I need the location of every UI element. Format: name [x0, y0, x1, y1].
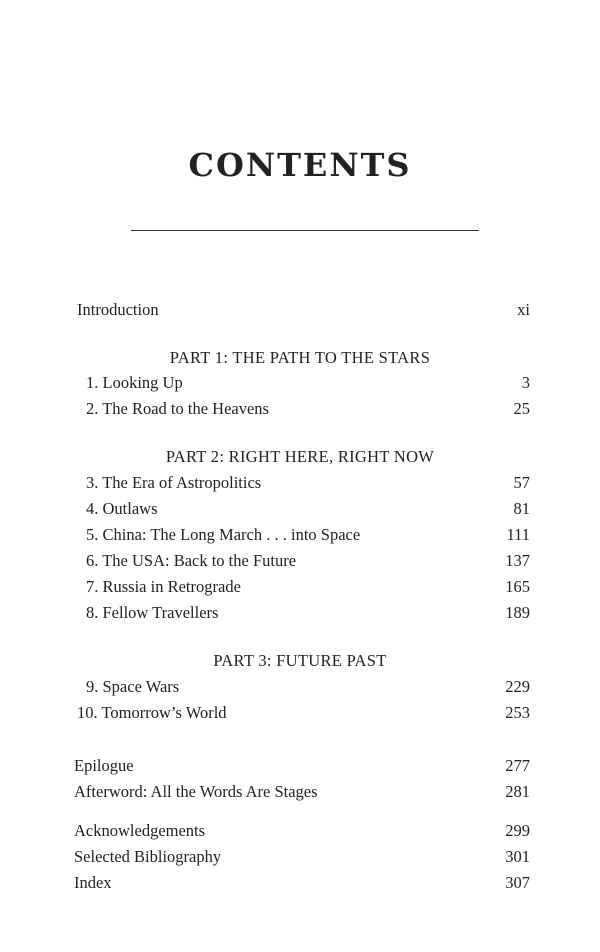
toc-entry-label: Introduction: [77, 300, 159, 319]
toc-entry-label: 4. Outlaws: [86, 499, 158, 518]
toc-entry-page: 299: [505, 821, 530, 840]
toc-entry[interactable]: [74, 820, 530, 842]
toc-entry-page: 277: [505, 756, 530, 775]
toc-entry-label: 6. The USA: Back to the Future: [86, 551, 297, 570]
toc-entry[interactable]: [86, 398, 530, 420]
title-rule: [131, 230, 479, 231]
toc-entry-page: 307: [505, 873, 530, 892]
toc-entry[interactable]: [86, 524, 530, 546]
part-heading: PART 1: THE PATH TO THE STARS: [169, 348, 431, 367]
toc-entry-page: 189: [505, 603, 530, 622]
toc-entry[interactable]: [86, 472, 530, 494]
toc-entry-label: Epilogue: [74, 756, 134, 775]
toc-entry-page: 253: [505, 703, 530, 722]
toc-entry[interactable]: [77, 702, 530, 724]
toc-entry[interactable]: [77, 299, 530, 321]
toc-entry-page: 111: [506, 525, 530, 544]
toc-entry-label: 9. Space Wars: [86, 677, 180, 696]
toc-entry-label: 7. Russia in Retrograde: [86, 577, 241, 596]
toc-entry[interactable]: [86, 576, 530, 598]
toc-entry-page: 57: [513, 473, 530, 492]
toc-entry-page: 81: [513, 499, 530, 518]
toc-entry-page: 25: [513, 399, 530, 418]
toc-entry-page: 301: [505, 847, 530, 866]
part-heading: PART 3: FUTURE PAST: [213, 651, 387, 670]
toc-entry-page: 229: [505, 677, 530, 696]
toc-entry[interactable]: [74, 781, 530, 803]
toc-entry[interactable]: [74, 755, 530, 777]
toc-entry-label: 8. Fellow Travellers: [86, 603, 219, 622]
toc-entry[interactable]: [86, 498, 530, 520]
toc-entry-page: 165: [505, 577, 530, 596]
toc-entry-label: 5. China: The Long March . . . into Space: [86, 525, 361, 544]
toc-entry[interactable]: [86, 550, 530, 572]
toc-entry[interactable]: [86, 602, 530, 624]
toc-entry-label: 3. The Era of Astropolitics: [86, 473, 262, 492]
toc-entry-page: 137: [505, 551, 530, 570]
toc-entry-label: 1. Looking Up: [86, 373, 183, 392]
toc-entry-label: Selected Bibliography: [74, 847, 222, 866]
toc-entry[interactable]: [86, 676, 530, 698]
page-title: CONTENTS: [188, 146, 412, 184]
toc-entry-label: Index: [74, 873, 112, 892]
toc-entry-page: xi: [517, 300, 530, 319]
toc-entry[interactable]: [74, 872, 530, 894]
part-heading: PART 2: RIGHT HERE, RIGHT NOW: [165, 447, 435, 466]
toc-entry[interactable]: [74, 846, 530, 868]
toc-entry-label: 2. The Road to the Heavens: [86, 399, 269, 418]
toc-entry-label: 10. Tomorrow’s World: [77, 703, 227, 722]
toc-entry-page: 281: [505, 782, 530, 801]
toc-entry[interactable]: [86, 372, 530, 394]
toc-entry-label: Afterword: All the Words Are Stages: [74, 782, 318, 801]
toc-entry-label: Acknowledgements: [74, 821, 206, 840]
toc-entry-page: 3: [521, 373, 530, 392]
